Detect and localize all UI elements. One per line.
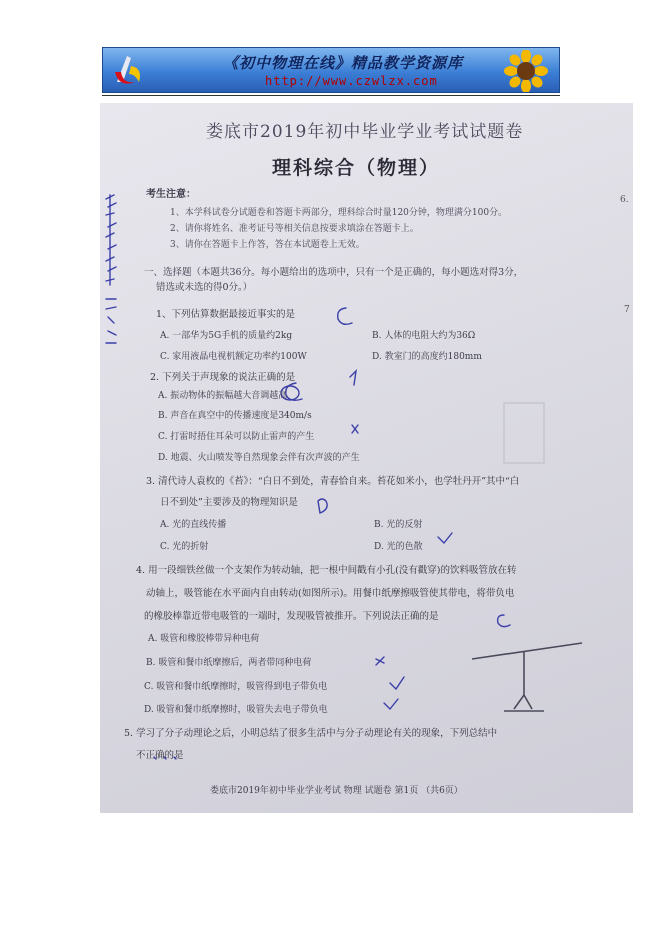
question-stem: 3. 清代诗人袁枚的《苔》：“白日不到处，青春恰自来。苔花如米小，也学牡丹开”其中“白 [146, 476, 520, 487]
question-option: B. 人体的电阻大约为36Ω [372, 331, 476, 341]
question-option: B. 光的反射 [374, 520, 423, 530]
site-logo-icon [109, 52, 149, 90]
question-option: C. 打雷时捂住耳朵可以防止雷声的产生 [158, 432, 315, 442]
question-option: B. 声音在真空中的传播速度是340m/s [158, 411, 312, 421]
question-option: D. 教室门的高度约180mm [372, 352, 482, 362]
banner-title: 《初中物理在线》精品教学资源库 [223, 54, 464, 72]
question-stem-cont: 日不到处”主要涉及的物理知识是 [160, 497, 298, 508]
section-heading: 一、选择题（本题共36分。每小题给出的选项中，只有一个是正确的，每小题选对得3分， [144, 267, 524, 278]
question-option: A. 吸管和橡胶棒带异种电荷 [148, 634, 260, 644]
question-option: A. 振动物体的振幅越大音调越高 [158, 391, 288, 401]
question-stem-cont: 的橡胶棒靠近带电吸管的一端时，发现吸管被推开。下列说法正确的是 [144, 611, 439, 622]
question-option: C. 家用液晶电视机额定功率约100W [160, 352, 307, 362]
subject-title: 理科综合（物理） [272, 157, 441, 179]
notice-item: 1、本学科试卷分试题卷和答题卡两部分，理科综合时量120分钟，物理满分100分。 [170, 208, 508, 218]
question-option: D. 吸管和餐巾纸摩擦时，吸管失去电子带负电 [144, 705, 328, 715]
site-banner [102, 47, 560, 93]
banner-url: http://www.czwlzx.com [265, 74, 438, 88]
notice-item: 2、请你将姓名、准考证号等相关信息按要求填涂在答题卡上。 [170, 224, 419, 234]
page-footer: 娄底市2019年初中毕业学业考试 物理 试题卷 第1页 （共6页） [210, 786, 463, 796]
section-heading-cont: 错选或未选的得0分。） [156, 282, 253, 293]
notice-heading: 考生注意： [146, 189, 196, 200]
question-option: C. 吸管和餐巾纸摩擦时，吸管得到电子带负电 [144, 682, 328, 692]
question-option: A. 光的直线传播 [160, 520, 227, 530]
notice-item: 3、请你在答题卡上作答，答在本试题卷上无效。 [170, 240, 365, 250]
question-option: D. 光的色散 [374, 542, 423, 552]
question-option: B. 吸管和餐巾纸摩擦后，两者带同种电荷 [146, 658, 312, 668]
side-number: 7 [624, 305, 630, 315]
sunflower-icon [497, 50, 555, 92]
exam-title: 娄底市2019年初中毕业学业考试试题卷 [206, 122, 524, 142]
question-stem: 5. 学习了分子动理论之后，小明总结了很多生活中与分子动理论有关的现象，下列总结中 [124, 728, 498, 739]
exam-photo [100, 103, 633, 813]
question-stem-cont: 不正确的是 [136, 750, 184, 761]
question-stem: 4. 用一段细铁丝做一个支架作为转动轴，把一根中间戳有小孔(没有戳穿)的饮料吸管放在转 [136, 565, 517, 576]
question-stem: 2. 下列关于声现象的说法正确的是 [150, 372, 296, 383]
question-option: A. 一部华为5G手机的质量约2kg [160, 331, 293, 341]
side-number: 6. [620, 195, 629, 205]
question-stem-cont: 动轴上，吸管能在水平面内自由转动(如图所示)。用餐巾纸摩擦吸管使其带电，将带负电 [146, 588, 515, 599]
question-option: D. 地震、火山喷发等自然现象会伴有次声波的产生 [158, 453, 360, 463]
question-stem: 1、下列估算数据最接近事实的是 [156, 309, 296, 320]
question-option: C. 光的折射 [160, 542, 209, 552]
banner-divider [102, 95, 560, 96]
